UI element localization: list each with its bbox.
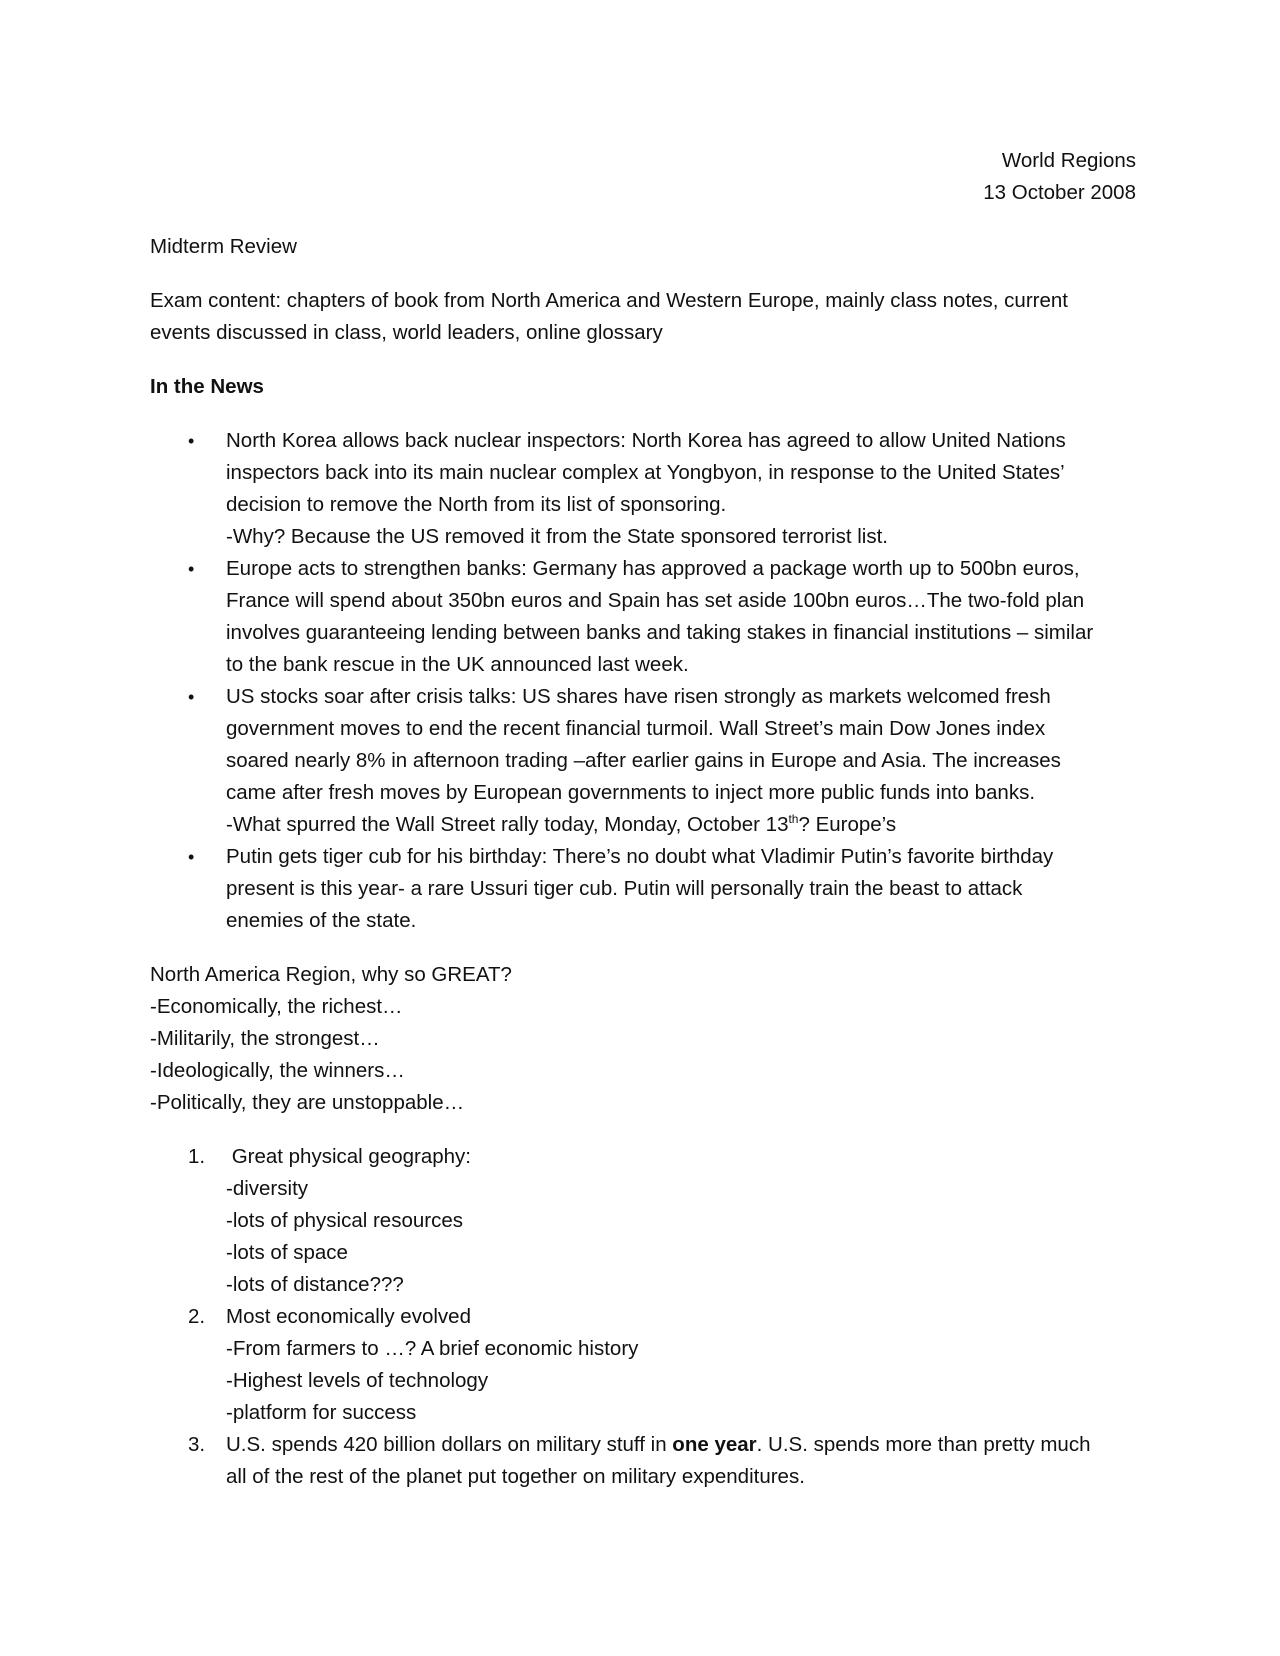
news-question-answer: ? Europe’s (798, 813, 897, 836)
document-header (150, 145, 1136, 209)
news-item-north-korea (150, 425, 1130, 553)
item-line: -Highest levels of technology (226, 1369, 489, 1392)
bullet-icon: • (188, 687, 195, 707)
item-line: all of the rest of the planet put together on military expenditures. (226, 1465, 805, 1488)
item-line: -platform for success (226, 1401, 417, 1424)
news-line: inspectors back into its main nuclear complex at Yongbyon, in response to the United States’ (226, 461, 1065, 484)
item-line: -lots of distance??? (226, 1273, 404, 1296)
section-line: -Militarily, the strongest… (150, 1027, 380, 1050)
item-line-part: U.S. spends 420 billion dollars on military stuff in (226, 1433, 673, 1456)
news-heading: In the News (150, 375, 264, 398)
news-line: North Korea allows back nuclear inspectors: North Korea has agreed to allow United Nations (226, 429, 1066, 452)
item-line: -lots of space (226, 1241, 348, 1264)
item-line: Great physical geography: (226, 1145, 471, 1168)
item-number: 3. (188, 1433, 206, 1456)
item-number: 1. (188, 1145, 206, 1168)
news-list (150, 425, 1130, 937)
section-line: -Politically, they are unstoppable… (150, 1091, 465, 1114)
news-line: Europe acts to strengthen banks: Germany has approved a package worth up to 500bn euros, (226, 557, 1080, 580)
news-line: involves guaranteeing lending between banks and taking stakes in financial institutions – similar (226, 621, 1094, 644)
item-line: -diversity (226, 1177, 309, 1200)
news-line: enemies of the state. (226, 909, 417, 932)
item-line: Most economically evolved (226, 1305, 471, 1328)
numbered-item-1 (150, 1141, 1130, 1301)
ordinal-suffix: th (788, 812, 799, 827)
document-title: Midterm Review (150, 235, 297, 258)
north-america-section (150, 959, 1130, 1119)
news-line: US stocks soar after crisis talks: US shares have risen strongly as markets welcomed fresh (226, 685, 1051, 708)
section-line: -Ideologically, the winners… (150, 1059, 405, 1082)
bullet-icon: • (188, 431, 195, 451)
bullet-icon: • (188, 559, 195, 579)
news-line: Putin gets tiger cub for his birthday: There’s no doubt what Vladimir Putin’s favorite birthday (226, 845, 1054, 868)
news-item-us-stocks (150, 681, 1130, 841)
course-name: World Regions (1001, 149, 1136, 172)
news-question (226, 813, 896, 836)
news-line: came after fresh moves by European governments to inject more public funds into banks. (226, 781, 1036, 804)
news-line: to the bank rescue in the UK announced last week. (226, 653, 689, 676)
news-line: present is this year- a rare Ussuri tiger cub. Putin will personally train the beast to attack (226, 877, 1023, 900)
item-line: -From farmers to …? A brief economic history (226, 1337, 639, 1360)
exam-content (150, 285, 1130, 349)
numbered-list (150, 1141, 1130, 1493)
news-line: decision to remove the North from its list of sponsoring. (226, 493, 727, 516)
news-item-europe-banks (150, 553, 1130, 681)
numbered-item-3 (150, 1429, 1130, 1493)
item-line: -lots of physical resources (226, 1209, 463, 1232)
section-line: North America Region, why so GREAT? (150, 963, 512, 986)
document-date: 13 October 2008 (983, 181, 1136, 204)
news-question-text: -What spurred the Wall Street rally today, Monday, October 13 (226, 813, 789, 836)
exam-content-line-1: Exam content: chapters of book from North America and Western Europe, mainly class notes, current (150, 289, 1068, 312)
bullet-icon: • (188, 847, 195, 867)
item-number: 2. (188, 1305, 206, 1328)
section-line: -Economically, the richest… (150, 995, 403, 1018)
document-page (150, 145, 1136, 1493)
news-line: government moves to end the recent financial turmoil. Wall Street’s main Dow Jones index (226, 717, 1046, 740)
exam-content-line-2: events discussed in class, world leaders, online glossary (150, 321, 663, 344)
numbered-item-2 (150, 1301, 1130, 1429)
news-item-putin (150, 841, 1130, 937)
news-line: -Why? Because the US removed it from the State sponsored terrorist list. (226, 525, 888, 548)
news-line: soared nearly 8% in afternoon trading –after earlier gains in Europe and Asia. The increases (226, 749, 1061, 772)
news-line: France will spend about 350bn euros and Spain has set aside 100bn euros…The two-fold plan (226, 589, 1085, 612)
item-line-bold: one year (672, 1433, 757, 1456)
item-line-part: . U.S. spends more than pretty much (756, 1433, 1091, 1456)
